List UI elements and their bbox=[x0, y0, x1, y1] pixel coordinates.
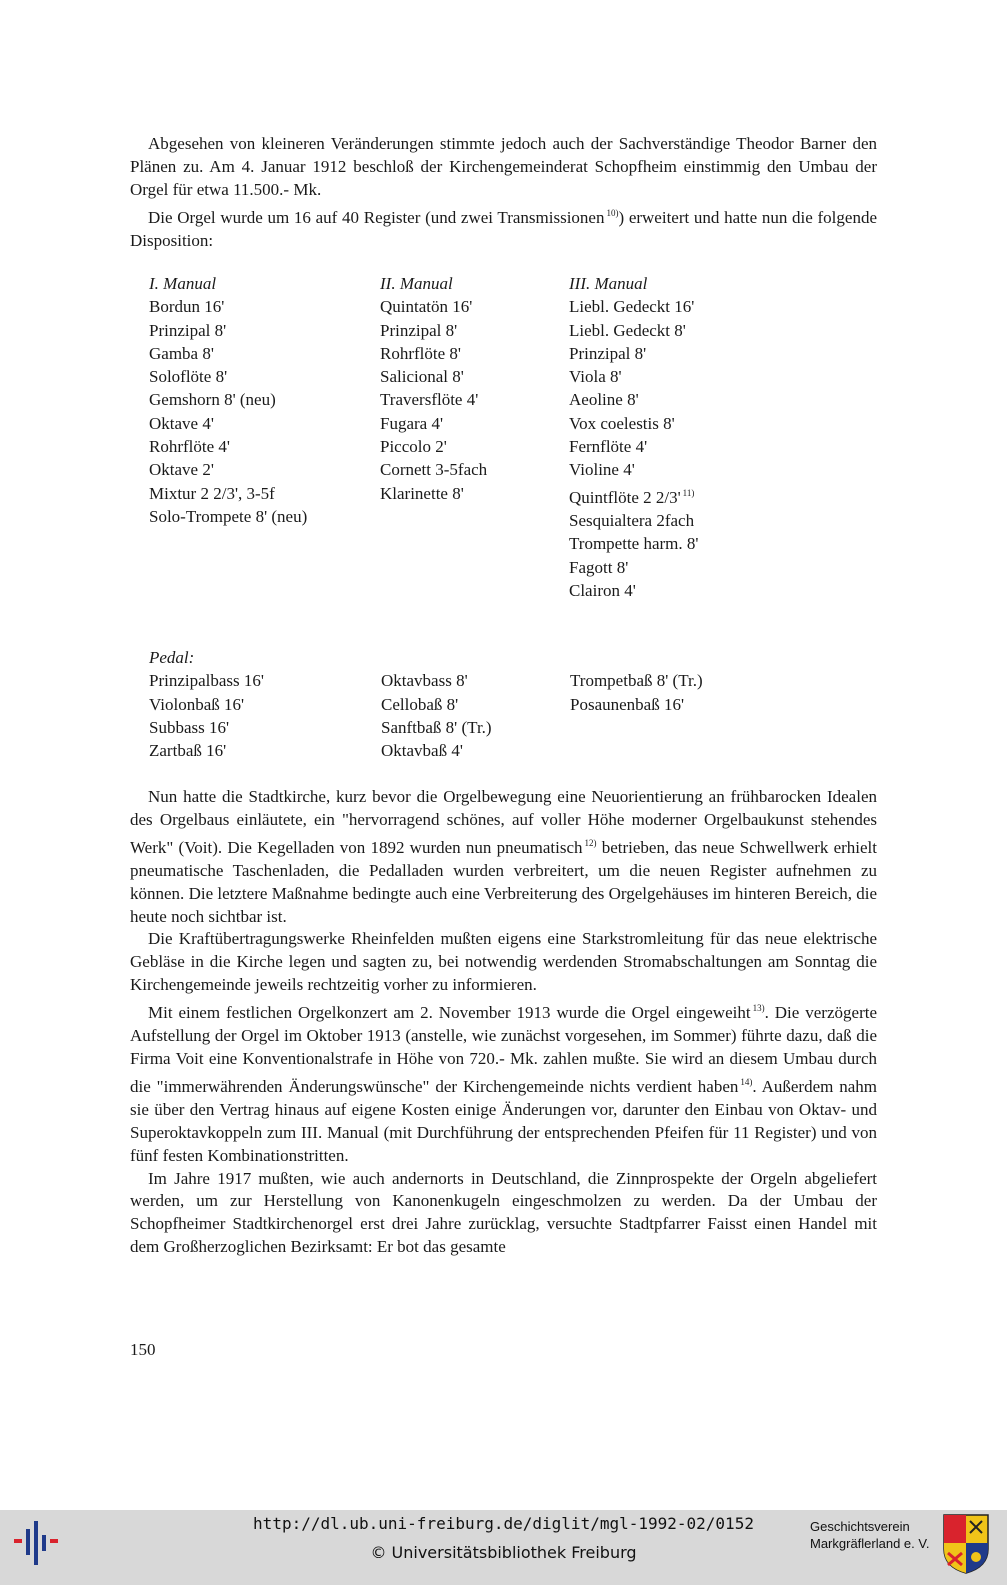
pedal-column-3 bbox=[570, 669, 703, 716]
footnote-ref: 14) bbox=[740, 1076, 753, 1087]
stop: Prinzipal 8' bbox=[569, 343, 647, 363]
stop: Violine 4' bbox=[569, 460, 635, 480]
stop: Mixtur 2 2/3', 3-5f bbox=[149, 483, 275, 503]
pedal-column-1 bbox=[149, 646, 264, 762]
stop: Quintflöte 2 2/3' $^{11)}$ bbox=[569, 487, 695, 507]
paragraph-3: Nun hatte die Stadtkirche, kurz bevor die Orgelbewegung eine Neuorientierung an frühbarocken Idealen des Orgelbaus einläutete, ein "hervorragend schönes, auf voller Höhe moderner Orgelbaukunst stehendes Werk" (Voit). Die Kegelladen von 1892 wurden nun pneumatisch $^{12)}$ betrieben, das neue Schwellwerk erhielt pneumatische Taschenladen, die Pedalladen wurden verbreitert, um die neuen Register aufnehmen zu können. Die letztere Maßnahme bedingte auch eine Verbreiterung des Orgelgehäuses im hinteren Bereich, die heute noch sichtbar ist. bbox=[130, 787, 878, 926]
manual-1-column bbox=[149, 272, 307, 528]
stop: Trompetbaß 8' (Tr.) bbox=[570, 671, 703, 691]
paragraph-1: Abgesehen von kleineren Veränderungen stimmte jedoch auch der Sachverständige Theodor Barner den Plänen zu. Am 4. Januar 1912 beschloß der Kirchengemeinderat Schopfheim einstimmig den Umbau der Orgel für etwa 11.500.- Mk. bbox=[130, 134, 877, 199]
footnote-ref: 12) bbox=[584, 837, 597, 848]
stop: Trompette harm. 8' bbox=[569, 534, 699, 554]
manual-3-column bbox=[569, 272, 698, 602]
copyright-credit: © Universitätsbibliothek Freiburg bbox=[370, 1543, 637, 1562]
stop: Subbass 16' bbox=[149, 717, 230, 737]
stop: Prinzipal 8' bbox=[149, 320, 227, 340]
stop: Piccolo 2' bbox=[380, 437, 447, 457]
stop: Posaunenbaß 16' bbox=[570, 694, 685, 714]
stop: Clairon 4' bbox=[569, 580, 636, 600]
stop: Oktave 4' bbox=[149, 413, 214, 433]
pedal-heading: Pedal: bbox=[149, 648, 195, 667]
stop: Fugara 4' bbox=[380, 413, 444, 433]
document-url-link[interactable]: http://dl.ub.uni-freiburg.de/diglit/mgl-1992-02/0152 bbox=[253, 1514, 754, 1533]
stop: Gemshorn 8' (neu) bbox=[149, 390, 276, 410]
stop: Zartbaß 16' bbox=[149, 741, 227, 761]
paragraph-2: Die Orgel wurde um 16 auf 40 Register (und zwei Transmissionen $^{10)}$) erweitert und hatte nun die folgende Disposition: bbox=[130, 207, 877, 250]
stop: Bordun 16' bbox=[149, 297, 225, 317]
stop: Liebl. Gedeckt 16' bbox=[569, 297, 695, 317]
stop: Oktavbass 8' bbox=[381, 671, 468, 691]
stop: Fagott 8' bbox=[569, 557, 629, 577]
society-name-line-2: Markgräflerland e. V. bbox=[810, 1536, 930, 1551]
stop: Prinzipal 8' bbox=[380, 320, 458, 340]
stop: Prinzipalbass 16' bbox=[149, 671, 264, 691]
manual-1-heading: I. Manual bbox=[149, 274, 217, 293]
stop: Sesquialtera 2fach bbox=[569, 510, 695, 530]
stop: Oktave 2' bbox=[149, 460, 214, 480]
stop: Fernflöte 4' bbox=[569, 437, 648, 457]
pedal-column-2 bbox=[381, 669, 492, 762]
stop: Viola 8' bbox=[569, 367, 622, 387]
stop: Vox coelestis 8' bbox=[569, 413, 675, 433]
paragraph-5: Mit einem festlichen Orgelkonzert am 2. November 1913 wurde die Orgel eingeweiht $^{13)}$. Die verzögerte Aufstellung der Orgel im Oktober 1913 (anstelle, wie zunächst vorgesehen, im Sommer) führte dazu, daß die Firma Voit eine Konventionalstrafe in Höhe von 720.- Mk. zahlen mußte. Sie wird an diesem Umbau durch die "immerwährenden Änderungswünsche" der Kirchengemeinde nichts verdient haben $^{14)}$. Außerdem nahm sie über den Vertrag hinaus auf eigene Kosten einige Änderungen vor, darunter den Einbau von Oktav- und Superoktavkoppeln zum III. Manual (mit Durchführung der entsprechenden Pfeifen für 11 Register) und von fünf festen Kombinationstritten. bbox=[130, 1003, 877, 1165]
stop: Traversflöte 4' bbox=[380, 390, 479, 410]
stop: Violonbaß 16' bbox=[149, 694, 245, 714]
stop: Cornett 3-5fach bbox=[380, 460, 488, 480]
society-name-line-1: Geschichtsverein bbox=[810, 1519, 910, 1534]
stop: Soloflöte 8' bbox=[149, 367, 228, 387]
paragraph-6: Im Jahre 1917 mußten, wie auch andernorts in Deutschland, die Zinnprospekte der Orgeln abgeliefert werden, um zur Herstellung von Kanonenkugeln eingeschmolzen zu werden. Da der Umbau der Schopfheimer Stadtkirchenorgel erst drei Jahre zurücklag, versuchte Stadtpfarrer Faisst einen Handel mit dem Großherzoglichen Bezirksamt: Er bot das gesamte bbox=[130, 1168, 877, 1257]
footnote-ref: 11) bbox=[682, 487, 695, 498]
stop: Klarinette 8' bbox=[380, 483, 464, 503]
manual-2-heading: II. Manual bbox=[380, 274, 453, 293]
stop: Rohrflöte 4' bbox=[149, 437, 230, 457]
manual-2-column bbox=[380, 272, 487, 505]
stop: Cellobaß 8' bbox=[381, 694, 459, 714]
paragraph-4: Die Kraftübertragungswerke Rheinfelden mußten eigens eine Starkstromleitung für das neue elektrische Gebläse in die Kirche legen und sagten zu, bei notwendig werdenden Stromabschaltungen am Sonntag die Kirchengemeinde jeweils rechtzeitig vorher zu informieren. bbox=[130, 929, 877, 995]
manual-3-heading: III. Manual bbox=[569, 274, 648, 293]
footnote-ref: 10) bbox=[606, 207, 619, 218]
stop: Gamba 8' bbox=[149, 343, 214, 363]
stop: Sanftbaß 8' (Tr.) bbox=[381, 717, 492, 737]
intro-text bbox=[130, 133, 877, 253]
stop: Liebl. Gedeckt 8' bbox=[569, 320, 686, 340]
main-text bbox=[130, 786, 877, 1259]
stop: Oktavbaß 4' bbox=[381, 741, 463, 761]
stop: Aeoline 8' bbox=[569, 390, 639, 410]
footnote-ref: 13) bbox=[752, 1003, 765, 1014]
society-name bbox=[810, 1518, 929, 1552]
society-coat-of-arms-icon bbox=[942, 1513, 990, 1580]
stop: Quintatön 16' bbox=[380, 297, 473, 317]
page-number: 150 bbox=[130, 1340, 156, 1359]
stop: Solo-Trompete 8' (neu) bbox=[149, 506, 308, 526]
stop: Salicional 8' bbox=[380, 367, 464, 387]
stop: Rohrflöte 8' bbox=[380, 343, 461, 363]
